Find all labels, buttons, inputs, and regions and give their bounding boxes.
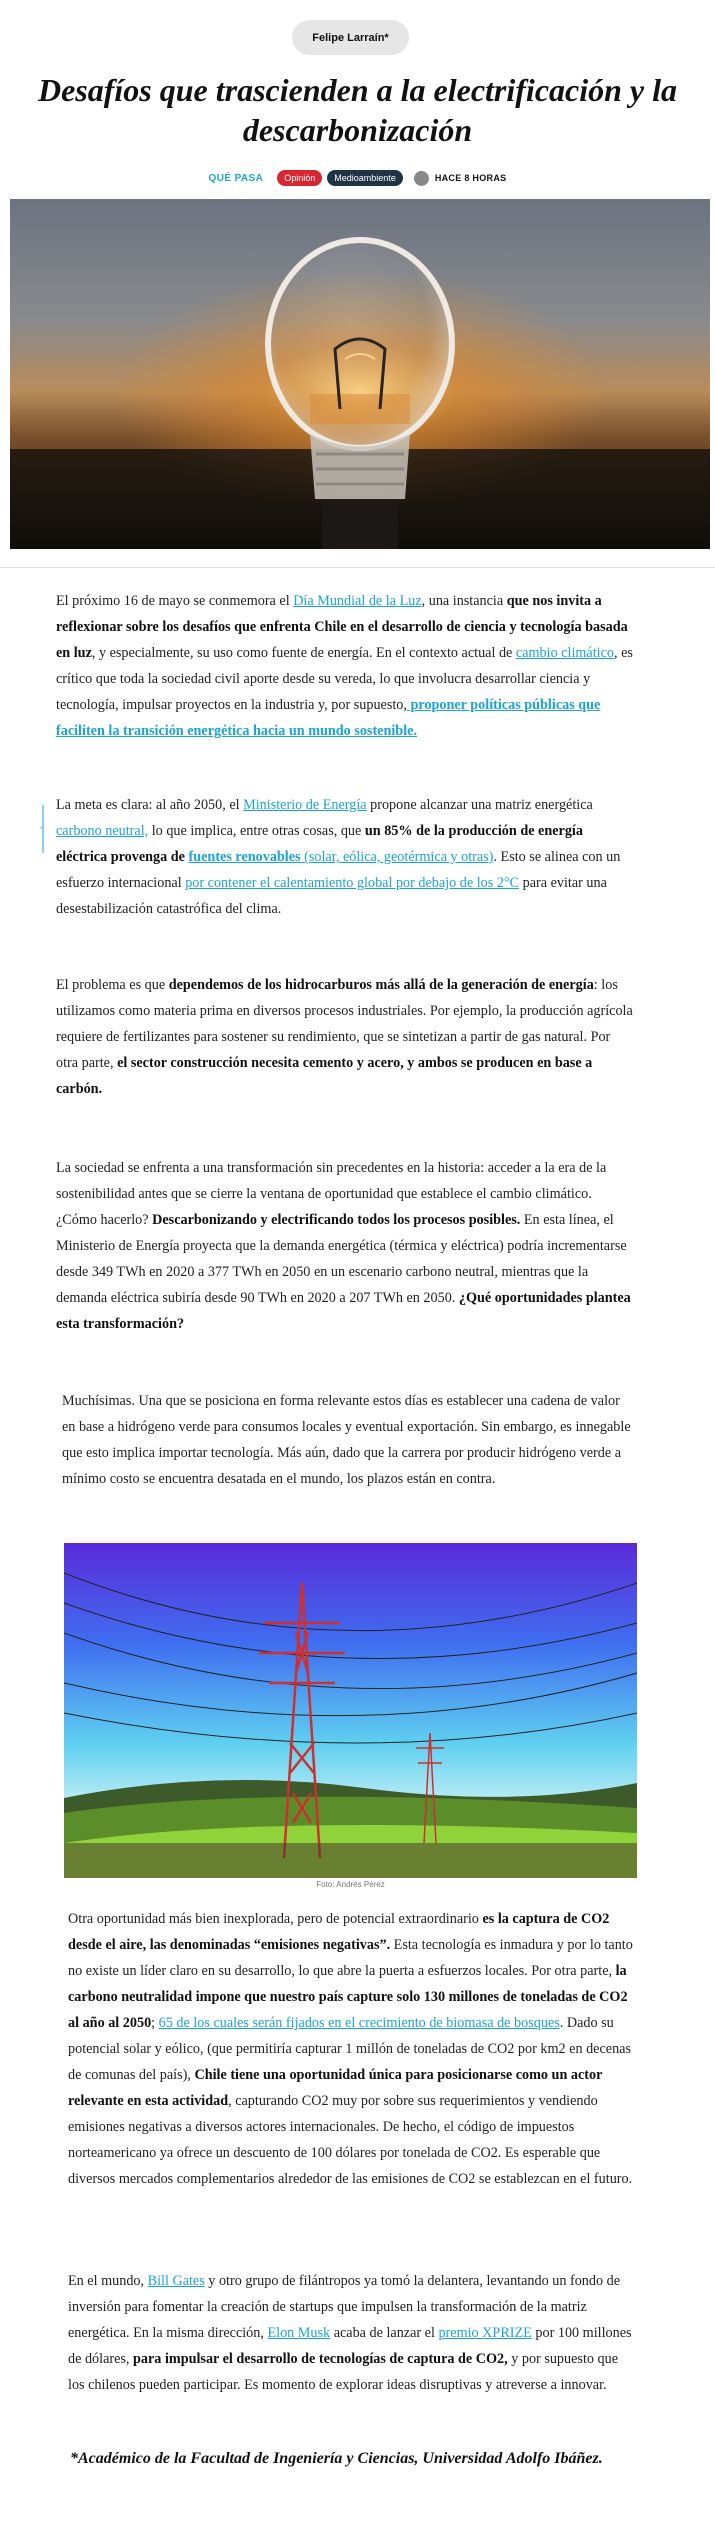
link-carbono-neutral[interactable]: carbono neutral,	[56, 823, 149, 839]
power-tower-image	[64, 1543, 637, 1878]
paragraph-2: La meta es clara: al año 2050, el Ministerio de Energía propone alcanzar una matriz energética carbono neutral, lo que implica, entre otras cosas, que un 85% de la producción de energía eléctrica provenga de fuentes renovables (solar, eólica, geotérmica y otras). Esto se alinea con un esfuerzo internacional por contener el calentamiento global por debajo de los 2°C para evitar una desestabilización catastrófica del clima.	[56, 797, 621, 917]
author-name: Felipe Larraín*	[312, 31, 389, 44]
photo-credit: Foto: Andrés Pérez	[316, 1880, 385, 1889]
svg-text:”: ”	[40, 825, 44, 835]
tag-opinion[interactable]: Opinión	[277, 170, 322, 186]
publish-time: HACE 8 HORAS	[434, 173, 507, 183]
link-premio-xprize[interactable]: premio XPRIZE	[438, 2325, 532, 2341]
hero-image	[10, 199, 710, 549]
article-meta	[0, 168, 715, 188]
link-dia-mundial-luz[interactable]: Día Mundial de la Luz	[293, 593, 422, 609]
quote-marker-icon	[40, 805, 46, 853]
link-ministerio-energia[interactable]: Ministerio de Energía	[243, 797, 367, 813]
link-cambio-climatico[interactable]: cambio climático	[515, 645, 614, 661]
tag-environment[interactable]: Medioambiente	[327, 170, 403, 186]
transmission-tower-photo	[64, 1543, 637, 1878]
author-footnote: *Académico de la Facultad de Ingeniería y Ciencias, Universidad Adolfo Ibáñez.	[70, 2450, 603, 2467]
link-politicas-publicas[interactable]: proponer políticas públicas que faciliten la transición energética hacia un mundo sostenible.	[56, 697, 601, 739]
link-calentamiento-global[interactable]: por contener el calentamiento global por debajo de los 2°C	[185, 875, 520, 891]
link-bill-gates[interactable]: Bill Gates	[147, 2273, 205, 2289]
divider	[0, 567, 715, 568]
paragraph-3: El problema es que dependemos de los hidrocarburos más allá de la generación de energía: los utilizamos como materia prima en diversos procesos industriales. Por ejemplo, la producción agrícola requiere de fertilizantes para sostener su rendimiento, que se sintetizan a partir de gas natural. Por otra parte, el sector construcción necesita cemento y acero, y ambos se producen en base a carbón.	[56, 977, 633, 1097]
paragraph-6: Otra oportunidad más bien inexplorada, pero de potencial extraordinario es la captura de CO2 desde el aire, las denominadas “emisiones negativas”. Esta tecnología es inmadura y por lo tanto no existe un líder claro en su desarrollo, lo que abre la puerta a esfuerzos locales. Por otra parte, la carbono neutralidad impone que nuestro país capture solo 130 millones de toneladas de CO2 al año al 2050; 65 de los cuales serán fijados en el crecimiento de biomasa de bosques. Dado su potencial solar y eólico, (que permitiría capturar 1 millón de toneladas de CO2 por km2 en decenas de comunas del país), Chile tiene una oportunidad única para posicionarse como un actor relevante en esta actividad, capturando CO2 muy por sobre sus requerimientos y vendiendo emisiones negativas a diversos actores internacionales. De hecho, el código de impuestos norteamericano ya ofrece un descuento de 100 dólares por tonelada de CO2. Es esperable que diversos mercados complementarios alrededor de las emisiones de CO2 se establezcan en el futuro.	[68, 1911, 633, 2187]
link-biomasa-bosques[interactable]: 65 de los cuales serán fijados en el crecimiento de biomasa de bosques	[158, 2015, 560, 2031]
paragraph-7: En el mundo, Bill Gates y otro grupo de filántropos ya tomó la delantera, levantando un fondo de inversión para fomentar la creación de startups que impulsen la transformación de la matriz energética. En la misma dirección, Elon Musk acaba de lanzar el premio XPRIZE por 100 millones de dólares, para impulsar el desarrollo de tecnologías de captura de CO2, y por supuesto que los chilenos pueden participar. Es momento de explorar ideas disruptivas y atreverse a innovar.	[68, 2273, 632, 2393]
paragraph-4: La sociedad se enfrenta a una transformación sin precedentes en la historia: acceder a la era de la sostenibilidad antes que se cierre la ventana de oportunidad que establece el cambio climático. ¿Cómo hacerlo? Descarbonizando y electrificando todos los procesos posibles. En esta línea, el Ministerio de Energía proyecta que la demanda energética (térmica y eléctrica) podría incrementarse desde 349 TWh en 2020 a 377 TWh en 2050 en un escenario carbono neutral, mientras que la demanda eléctrica subiría desde 90 TWh en 2020 a 207 TWh en 2050. ¿Qué oportunidades plantea esta transformación?	[56, 1160, 631, 1332]
paragraph-5: Muchísimas. Una que se posiciona en forma relevante estos días es establecer una cadena de valor en base a hidrógeno verde para consumos locales y eventual exportación. Sin embargo, es innegable que esto implica importar tecnología. Más aún, dado que la carrera por producir hidrógeno verde a mínimo costo se encuentra desatada en el mundo, los plazos están en contra.	[62, 1393, 631, 1487]
link-solar-eolica[interactable]: (solar, eólica, geotérmica y otras)	[300, 849, 494, 865]
section-link[interactable]: QUÉ PASA	[208, 172, 264, 184]
link-fuentes-renovables[interactable]: fuentes renovables	[188, 849, 301, 865]
paragraph-1: El próximo 16 de mayo se conmemora el Día Mundial de la Luz, una instancia que nos invita a reflexionar sobre los desafíos que enfrenta Chile en el desarrollo de ciencia y tecnología basada en luz, y especialmente, su uso como fuente de energía. En el contexto actual de cambio climático, es crítico que toda la sociedad civil aporte desde su vereda, lo que involucra desarrollar ciencia y tecnología, impulsar proyectos en la industria y, por supuesto, proponer políticas públicas que faciliten la transición energética hacia un mundo sostenible.	[56, 593, 633, 739]
article-headline: Desafíos que trascienden a la electrificación y la descarbonización	[37, 72, 677, 148]
link-elon-musk[interactable]: Elon Musk	[267, 2325, 331, 2341]
clock-icon	[414, 171, 429, 186]
light-bulb-photo	[10, 199, 710, 549]
author-pill[interactable]	[292, 20, 409, 55]
